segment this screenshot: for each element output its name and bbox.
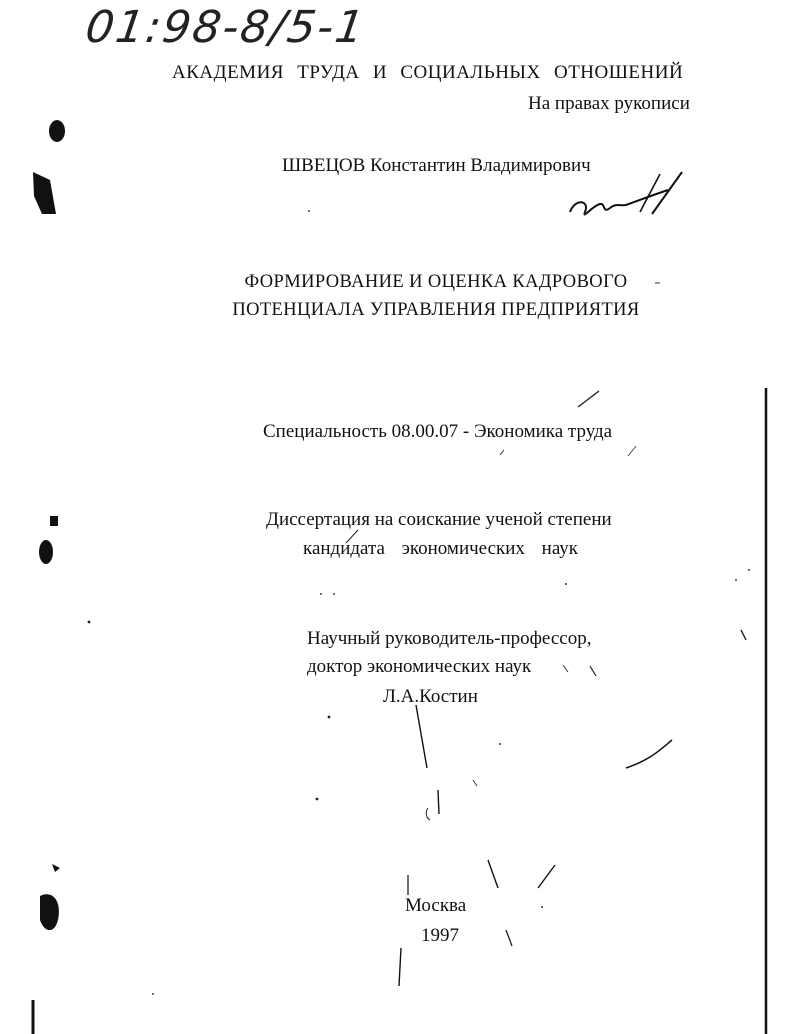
specialty: Специальность 08.00.07 - Экономика труда: [263, 421, 613, 442]
binding-mark: [50, 516, 58, 526]
archive-code: 01:98-8/5-1: [82, 2, 369, 53]
binding-mark: [33, 172, 56, 214]
city: Москва: [405, 895, 467, 916]
degree-line-1: Диссертация на соискание ученой степени: [266, 509, 612, 530]
degree-line-2: кандидата экономических наук: [303, 538, 579, 559]
institution-name: АКАДЕМИЯ ТРУДА И СОЦИАЛЬНЫХ ОТНОШЕНИЙ: [172, 62, 684, 83]
author-name: ШВЕЦОВ Константин Владимирович: [282, 155, 591, 176]
punch-hole-mark: [39, 540, 53, 564]
binding-mark: [52, 864, 60, 872]
supervisor-line-2: доктор экономических наук: [307, 656, 532, 677]
binding-mark: [40, 894, 59, 930]
thesis-title-line-2: ПОТЕНЦИАЛА УПРАВЛЕНИЯ ПРЕДПРИЯТИЯ: [232, 300, 640, 320]
supervisor-name: Л.А.Костин: [383, 686, 478, 707]
manuscript-note: На правах рукописи: [528, 93, 690, 114]
thesis-title-line-1: ФОРМИРОВАНИЕ И ОЦЕНКА КАДРОВОГО: [244, 272, 628, 292]
year: 1997: [421, 925, 459, 946]
punch-hole-mark: [49, 120, 65, 142]
supervisor-line-1: Научный руководитель-профессор,: [307, 628, 592, 649]
